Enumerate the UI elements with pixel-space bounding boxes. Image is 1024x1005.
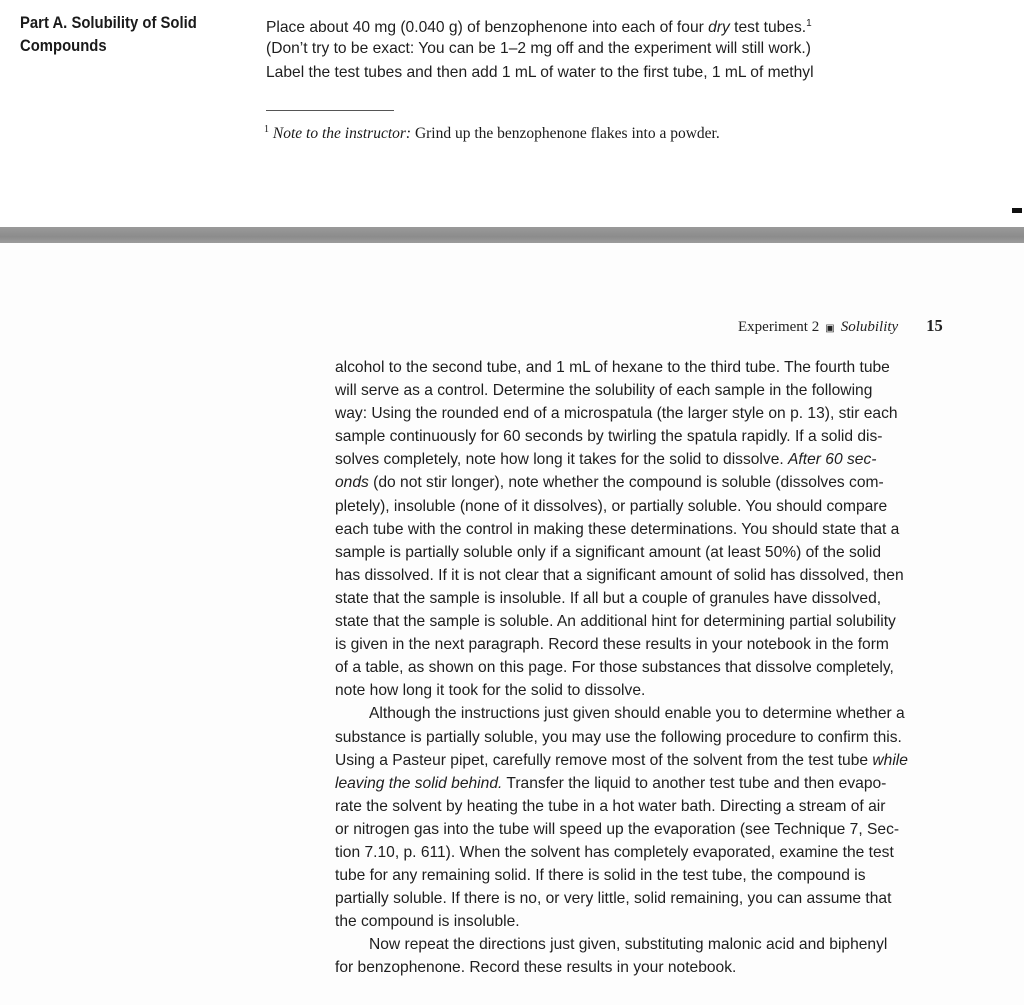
text-line: substance is partially soluble, you may use the following procedure to confirm this. [335, 728, 902, 746]
text-line: state that the sample is insoluble. If all but a couple of granules have dissolved, [335, 589, 882, 607]
text-line: sample continuously for 60 seconds by twirling the spatula rapidly. If a solid dis- [335, 428, 883, 446]
text-line: way: Using the rounded end of a microspatula (the larger style on p. 13), stir each [335, 405, 898, 423]
footnote [264, 119, 720, 145]
ornament-icon: ▣ [825, 323, 835, 334]
text-line: state that the sample is soluble. An additional hint for determining partial solubility [335, 613, 896, 631]
text-line: leaving the solid behind. Transfer the liquid to another test tube and then evapo- [335, 774, 887, 792]
text-line: has dissolved. If it is not clear that a significant amount of solid has dissolved, then [335, 566, 904, 584]
text-line: Although the instructions just given should enable you to determine whether a [369, 705, 905, 723]
running-head-experiment: Experiment 2 [738, 319, 820, 335]
text-line: onds (do not stir longer), note whether the compound is soluble (dissolves com- [335, 474, 884, 492]
scan-mark [1012, 208, 1022, 213]
text-line: the compound is insoluble. [335, 913, 520, 931]
text-line: tube for any remaining solid. If there is solid in the test tube, the compound is [335, 867, 866, 885]
top-line-2: (Don’t try to be exact: You can be 1–2 mg off and the experiment will still work.) [266, 40, 811, 57]
page-divider [0, 227, 1024, 243]
footnote-rule [266, 110, 394, 111]
text-line: will serve as a control. Determine the solubility of each sample in the following [335, 382, 873, 400]
section-title [20, 12, 227, 58]
footnote-text: Grind up the benzophenone flakes into a powder. [411, 125, 720, 143]
section-title-line-1: Part A. Solubility of Solid [20, 14, 197, 32]
text-line: sample is partially soluble only if a significant amount (at least 50%) of the solid [335, 543, 882, 561]
text-line: alcohol to the second tube, and 1 mL of hexane to the third tube. The fourth tube [335, 359, 890, 376]
section-title-line-2: Compounds [20, 37, 107, 55]
text-line: partially soluble. If there is no, or very little, solid remaining, you can assume that [335, 890, 892, 908]
text-line: note how long it took for the solid to dissolve. [335, 682, 646, 700]
text-line: is given in the next paragraph. Record these results in your notebook in the form [335, 636, 889, 654]
text-line: or nitrogen gas into the tube will speed up the evaporation (see Technique 7, Sec- [335, 820, 900, 838]
text-line: pletely), insoluble (none of it dissolves), or partially soluble. You should compare [335, 497, 888, 515]
text-line: of a table, as shown on this page. For those substances that dissolve completely, [335, 659, 894, 677]
text-line: for benzophenone. Record these results in your notebook. [335, 959, 737, 977]
paragraph-3 [335, 933, 975, 979]
running-head-topic: Solubility [840, 319, 899, 335]
running-head [738, 316, 943, 339]
text-line: Now repeat the directions just given, substituting malonic acid and biphenyl [369, 936, 888, 954]
text-line: Using a Pasteur pipet, carefully remove most of the solvent from the test tube while [335, 751, 908, 769]
text-line: solves completely, note how long it takes for the solid to dissolve. After 60 sec- [335, 451, 877, 469]
text-line: tion 7.10, p. 611). When the solvent has completely evaporated, examine the test [335, 843, 894, 861]
paragraph-2 [335, 702, 975, 933]
footnote-marker: 1 [264, 124, 269, 135]
page-number: 15 [926, 316, 943, 335]
text-line: each tube with the control in making these determinations. You should state that a [335, 520, 900, 538]
top-line-1: Place about 40 mg (0.040 g) of benzophenone into each of four dry test tubes.$^1$ [266, 18, 812, 37]
top-line-3: Label the test tubes and then add 1 mL of water to the first tube, 1 mL of methyl [266, 64, 814, 81]
text-line: rate the solvent by heating the tube in a hot water bath. Directing a stream of air [335, 797, 886, 815]
footnote-reference: 1 [806, 18, 812, 29]
paragraph-1 [335, 356, 975, 702]
footnote-label: Note to the instructor: [272, 125, 412, 143]
body-text [335, 356, 975, 980]
